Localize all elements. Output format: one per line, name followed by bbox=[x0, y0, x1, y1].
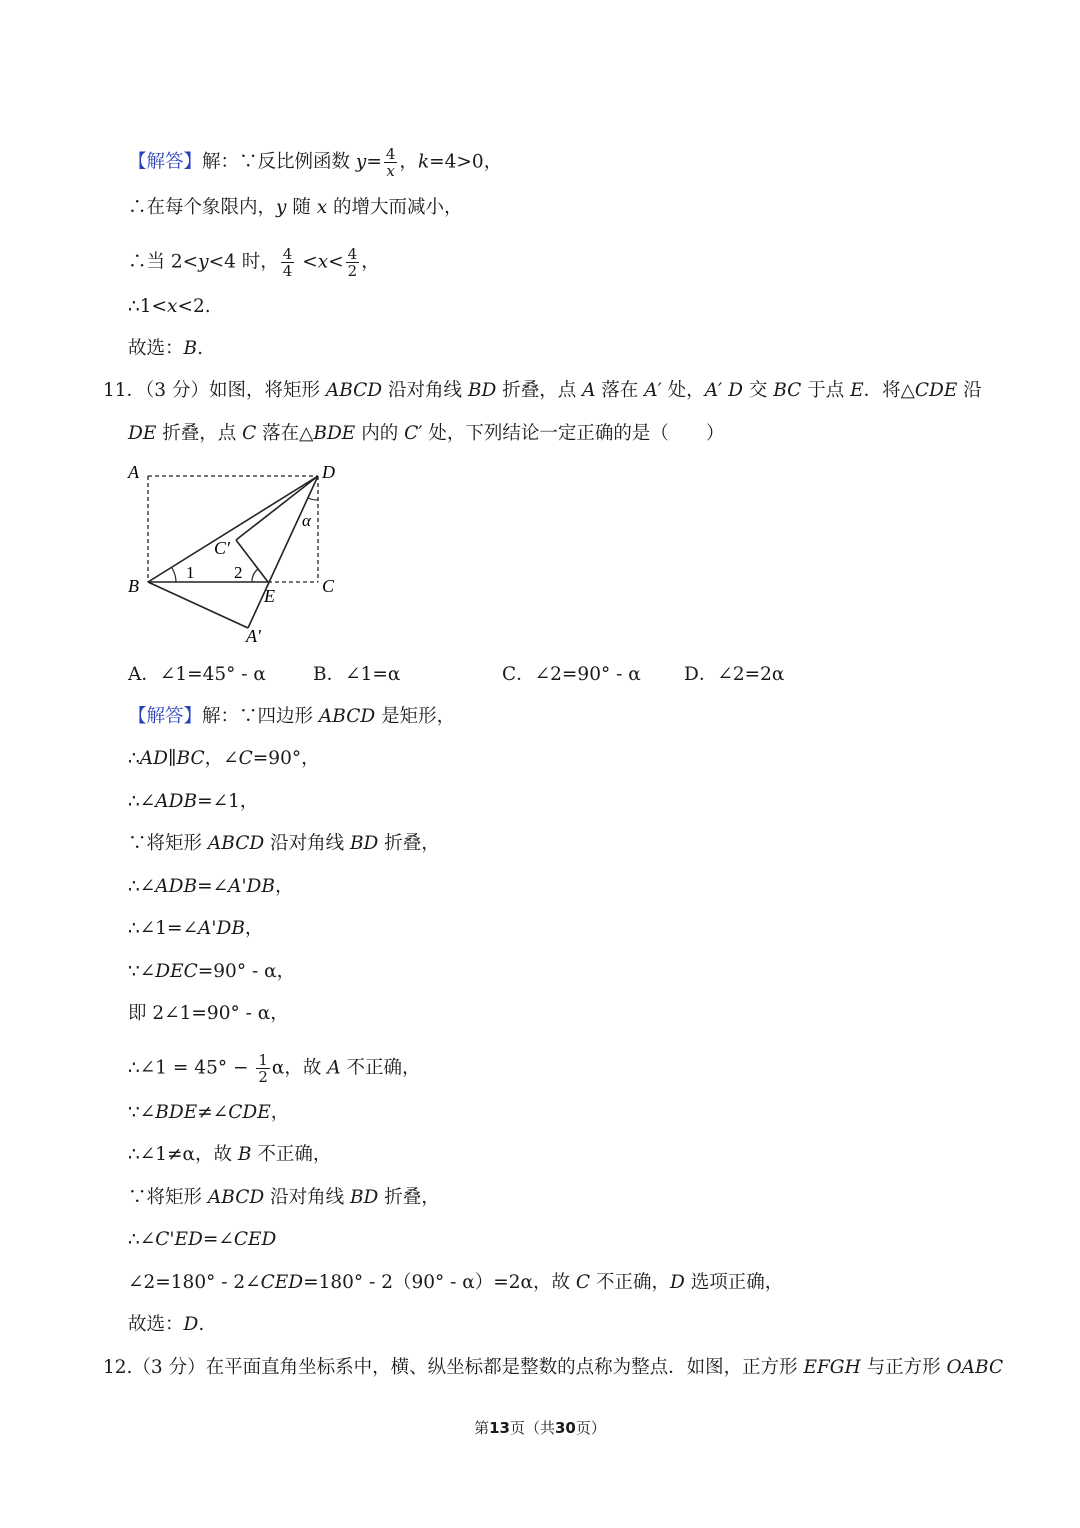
page-number: 13 bbox=[489, 1419, 510, 1437]
q11-stem-line-2: DE 折叠，点 C 落在△BDE 内的 C′ 处，下列结论一定正确的是（ ） bbox=[128, 423, 725, 444]
fraction: $\frac{4}{4}$ bbox=[282, 245, 293, 280]
q11-solution-line-13: ∴∠C'ED=∠CED bbox=[128, 1229, 277, 1250]
q11-solution-line-8: 即 2∠1=90° - α， bbox=[128, 1003, 289, 1024]
page-footer: 第13页（共30页） bbox=[474, 1419, 606, 1437]
q11-solution-line-9: ∴∠1 = 45° − $\frac{1}{2}$ α，故 A 不正确， bbox=[128, 1051, 421, 1086]
label-B: B bbox=[128, 576, 139, 596]
label-C-prime: C′ bbox=[214, 538, 230, 558]
q11-solution-line-2: ∴AD∥BC，∠C=90°， bbox=[128, 748, 320, 769]
q11-solution-line-7: ∵∠DEC=90° - α， bbox=[128, 961, 296, 982]
q10-solution-line-3: ∴当 2<y<4 时， $\frac{4}{4}$ <x< $\frac{4}{2}$ ， bbox=[128, 245, 380, 280]
answer-tag: 【解答】 bbox=[128, 151, 203, 173]
q11-solution-line-12: ∵将矩形 ABCD 沿对角线 BD 折叠， bbox=[128, 1187, 440, 1208]
geometry-figure bbox=[118, 456, 348, 651]
q11-solution-line-10: ∵∠BDE≠∠CDE， bbox=[128, 1102, 290, 1123]
label-A: A bbox=[128, 462, 139, 482]
option-c: C．∠2=90° - α bbox=[502, 664, 641, 685]
fraction: $\frac{4}{x}$ bbox=[385, 145, 396, 180]
q10-solution-line-4: ∴1<x<2. bbox=[128, 296, 211, 317]
fraction: $\frac{1}{2}$ bbox=[258, 1051, 268, 1086]
angle-2-arc bbox=[252, 569, 258, 582]
segment-DA1 bbox=[248, 476, 318, 628]
q11-stem-line-1: 11．（3 分）如图，将矩形 ABCD 沿对角线 BD 折叠，点 A 落在 A′ 处，A′ D 交 BC 于点 E．将△CDE 沿 bbox=[103, 380, 982, 401]
segment-DC1 bbox=[236, 476, 318, 540]
label-A-prime: A′ bbox=[246, 626, 261, 646]
q10-solution-line-1: 【解答】解：∵反比例函数 y= $\frac{4}{x}$ ，k=4>0， bbox=[128, 145, 503, 180]
q11-solution-line-1: 【解答】解：∵四边形 ABCD 是矩形， bbox=[128, 706, 456, 727]
label-angle-2: 2 bbox=[234, 563, 243, 582]
option-b: B．∠1=α bbox=[313, 664, 401, 685]
label-angle-1: 1 bbox=[186, 563, 195, 582]
label-C: C bbox=[322, 576, 335, 596]
option-a: A．∠1=45° - α bbox=[128, 664, 266, 685]
q11-solution-line-3: ∴∠ADB=∠1， bbox=[128, 791, 259, 812]
q10-solution-line-5: 故选：B. bbox=[128, 338, 204, 359]
q11-solution-line-5: ∴∠ADB=∠A'DB， bbox=[128, 876, 294, 897]
answer-tag: 【解答】 bbox=[128, 706, 203, 727]
fraction: $\frac{4}{2}$ bbox=[347, 245, 358, 280]
q11-solution-line-14: ∠2=180° - 2∠CED=180° - 2（90° - α）=2α，故 C 不正确，D 选项正确， bbox=[128, 1272, 784, 1293]
q11-solution-line-11: ∴∠1≠α，故 B 不正确， bbox=[128, 1144, 332, 1165]
label-D: D bbox=[322, 462, 335, 482]
q10-solution-line-2: ∴在每个象限内，y 随 x 的增大而减小， bbox=[128, 197, 463, 218]
option-d: D．∠2=2α bbox=[684, 664, 785, 685]
q11-solution-line-15: 故选：D. bbox=[128, 1314, 205, 1335]
segment-BA1 bbox=[148, 582, 248, 628]
page-total: 30 bbox=[555, 1419, 576, 1437]
q12-stem-line-1: 12.（3 分）在平面直角坐标系中，横、纵坐标都是整数的点称为整点．如图，正方形 EFGH 与正方形 OABC bbox=[103, 1357, 1004, 1378]
q11-solution-line-6: ∴∠1=∠A'DB， bbox=[128, 918, 264, 939]
diagonal-BD bbox=[148, 476, 318, 582]
angle-1-arc bbox=[172, 568, 176, 582]
q11-solution-line-4: ∵将矩形 ABCD 沿对角线 BD 折叠， bbox=[128, 833, 440, 854]
label-alpha: α bbox=[302, 511, 311, 530]
label-E: E bbox=[264, 586, 275, 606]
angle-alpha-arc bbox=[308, 498, 318, 500]
